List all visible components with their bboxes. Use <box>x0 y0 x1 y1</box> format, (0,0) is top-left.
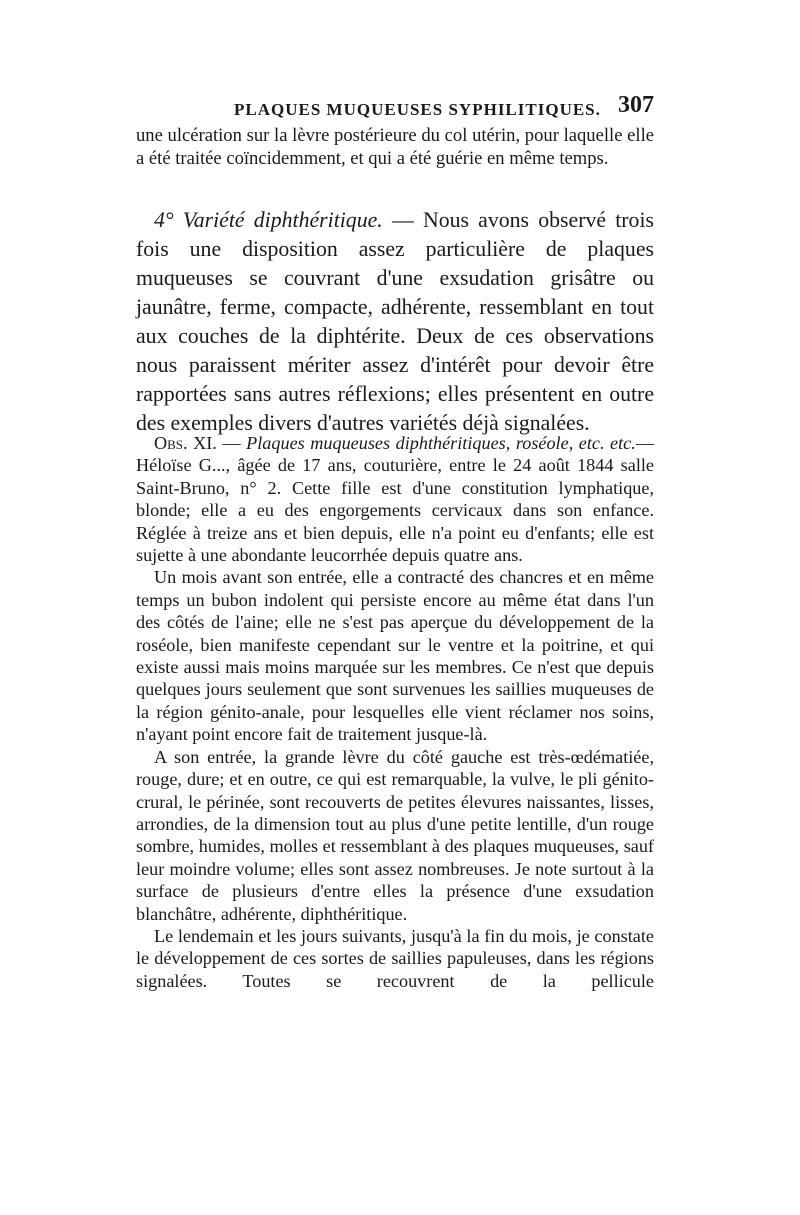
observation-section <box>136 432 654 992</box>
variety-paragraph <box>136 206 654 438</box>
observation-heading: Plaques muqueuses diphthéritiques, roséole, etc. etc. <box>246 433 636 453</box>
variety-label: 4° Variété diphthéritique. <box>154 208 383 232</box>
observation-title: Obs. XI. <box>154 433 217 453</box>
observation-paragraph-1 <box>136 432 654 566</box>
intro-paragraph <box>136 124 654 170</box>
intro-text: une ulcération sur la lèvre postérieure du col utérin, pour laquelle elle a été traitée coïncidemment, et qui a été guérie en même temps. <box>136 125 654 169</box>
running-head: PLAQUES MUQUEUSES SYPHILITIQUES. <box>234 100 601 119</box>
observation-paragraph-2: Un mois avant son entrée, elle a contracté des chancres et en même temps un bubon indolent qui persiste encore au même état dans l'un des côtés de l'aine; elle ne s'est pas aperçue du développement de la roséole, bien manifeste cependant sur le ventre et la poitrine, et qui existe aussi mais moins marquée sur les membres. Ce n'est que depuis quelques jours seulement que sont survenues les saillies muqueuses de la région génito-anale, pour lesquelles elle vient réclamer nos soins, n'ayant point encore fait de traitement jusque-là. <box>136 567 654 745</box>
variety-text: — Nous avons observé trois fois une disposition assez particulière de plaques muqueuses se couvrant d'une exsudation grisâtre ou jaunâtre, ferme, compacte, adhérente, ressemblant en tout aux couches de la diphtérite. Deux de ces observations nous paraissent mériter assez d'intérêt pour devoir être rapportées sans autres réflexions; elles présentent en outre des exemples divers d'autres variétés déjà signalées. <box>136 208 654 435</box>
observation-paragraph-3: A son entrée, la grande lèvre du côté gauche est très-œdématiée, rouge, dure; et en outre, ce qui est remarquable, la vulve, le pli génito-crural, le périnée, sont recouverts de petites élevures naissantes, lisses, arrondies, de la dimension tout au plus d'une petite lentille, d'un rouge sombre, humides, molles et ressemblant à des plaques muqueuses, sauf leur moindre volume; elles sont assez nombreuses. Je note surtout à la surface de plusieurs d'entre elles la présence d'une exsudation blanchâtre, adhérente, diphthéritique. <box>136 746 654 924</box>
observation-paragraph-4: Le lendemain et les jours suivants, jusqu'à la fin du mois, je constate le développement de ces sortes de saillies papuleuses, dans les régions signalées. Toutes se recouvrent de la pellicule <box>136 925 654 991</box>
observation-text-1: — Héloïse G..., âgée de 17 ans, couturière, entre le 24 août 1844 salle Saint-Bruno, n° 2. Cette fille est d'une constitution lymphatique, blonde; elle a eu des engorgements cervicaux dans son enfance. Réglée à treize ans et bien depuis, elle n'a point eu d'enfants; elle est sujette à une abondante leucorrhée depuis quatre ans. <box>136 433 654 566</box>
page-number: 307 <box>618 92 654 118</box>
page-header <box>136 92 654 122</box>
variety-section <box>136 206 654 438</box>
observation-dash: — <box>216 433 247 453</box>
